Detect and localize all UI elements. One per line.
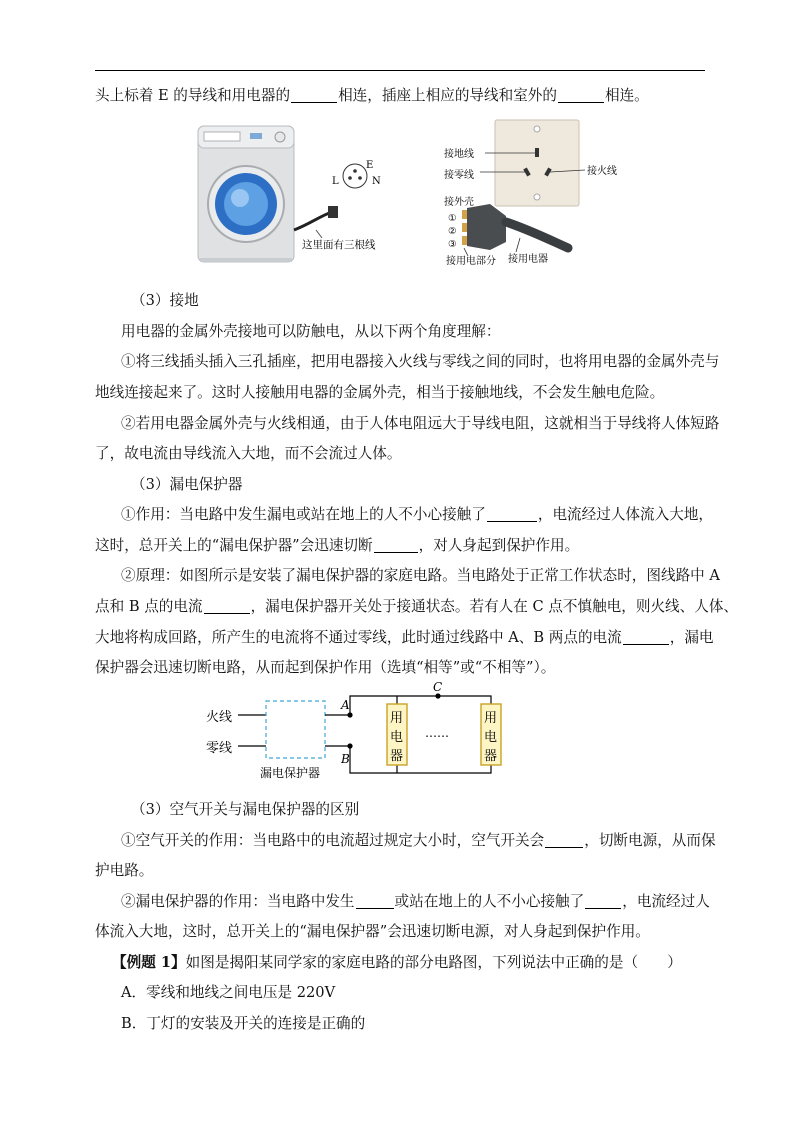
- rcd-box: [266, 701, 325, 758]
- grounding-p2-line1: ②若用电器金属外壳与火线相通，由于人体电阻远大于导线电阻，这就相当于导线将人体短路: [121, 415, 720, 432]
- socket-live-label: 接火线: [587, 166, 617, 177]
- point-a-label: A: [341, 698, 350, 712]
- grounding-intro: 用电器的金属外壳接地可以防触电，从以下两个角度理解：: [121, 323, 501, 340]
- answer-blank: [291, 88, 337, 103]
- plug-pin-2: ②: [448, 226, 457, 237]
- rcd-label: 漏电保护器: [260, 766, 321, 780]
- svg-text:器: 器: [390, 749, 404, 764]
- rcd-principle-line1: ②原理：如图所示是安装了漏电保护器的家庭电路。当电路处于正常工作状态时，图线路中 A: [121, 567, 720, 584]
- rcd-principle-line4: 保护器会迅速切断电路，从而起到保护作用（选填“相等”或“不相等”）。: [95, 659, 556, 676]
- plug-appliance-label: 接用电器: [508, 254, 548, 265]
- svg-text:电: 电: [484, 730, 498, 745]
- rcd-function-line2: 这时，总开关上的“漏电保护器”会迅速切断 ，对人身起到保护作用。: [95, 537, 580, 554]
- top-line: 头上标着 E 的导线和用电器的 相连，插座上相应的导线和室外的 相连。: [95, 87, 649, 104]
- rcd-function-line1: ①作用：当电路中发生漏电或站在地上的人不小心接触了 ，电流经过人体流入大地，: [121, 506, 713, 523]
- svg-text:用: 用: [484, 711, 498, 726]
- option-a: A．零线和地线之间电压是 220V: [121, 984, 336, 1001]
- washing-machine-image: [198, 126, 294, 262]
- grounding-p2-line2: 了，故电流由导线流入大地，而不会流过人体。: [95, 445, 402, 462]
- diff-air-switch-line2: 护电路。: [95, 862, 154, 879]
- diff-rcd-line1: ②漏电保护器的作用：当电路中发生 或站在地上的人不小心接触了 ，电流经过人: [121, 893, 710, 910]
- plug-shell-label: 接外壳: [444, 197, 474, 208]
- point-b-label: B: [341, 752, 350, 766]
- grounding-p1-line1: ①将三线插头插入三孔插座，把用电器接入火线与零线之间的同时，也将用电器的金属外壳与: [121, 353, 720, 370]
- svg-text:器: 器: [484, 749, 498, 764]
- label-e: E: [366, 160, 374, 171]
- diff-rcd-line2: 体流入大地，这时，总开关上的“漏电保护器”会迅速切断电源，对人身起到保护作用。: [95, 923, 650, 940]
- option-b: B．丁灯的安装及开关的连接是正确的: [121, 1015, 366, 1032]
- answer-blank: [545, 833, 583, 848]
- heading-rcd: （3）漏电保护器: [131, 476, 243, 493]
- point-c-label: C: [433, 680, 443, 694]
- socket-image: [495, 120, 579, 206]
- plug-socket-figure: [190, 112, 630, 280]
- rcd-circuit-diagram: [190, 680, 530, 790]
- socket-ground-label: 接地线: [444, 149, 474, 160]
- neutral-wire-label: 零线: [206, 741, 233, 756]
- rcd-principle-line2: 点和 B 点的电流 ，漏电保护器开关处于接通状态。若有人在 C 点不慎触电，则火线、人体、: [95, 598, 739, 615]
- plug-part-label: 接用电部分: [446, 256, 496, 267]
- answer-blank: [374, 538, 418, 553]
- heading-grounding: （3）接地: [131, 292, 199, 309]
- example-question: 【例题 1】如图是揭阳某同学家的家庭电路的部分电路图，下列说法中正确的是（ ）: [112, 954, 682, 971]
- answer-blank: [623, 630, 669, 645]
- plug-pin-3: ③: [448, 239, 457, 250]
- answer-blank: [356, 894, 394, 909]
- grounding-p1-line2: 地线连接起来了。这时人接触用电器的金属外壳，相当于接触地线，不会发生触电危险。: [95, 384, 665, 401]
- live-wire-label: 火线: [206, 710, 233, 725]
- label-n: N: [372, 176, 381, 187]
- example-tag: 【例题 1】: [112, 954, 186, 971]
- plug-pin-1: ①: [448, 213, 457, 224]
- wm-caption: 这里面有三根线: [302, 239, 376, 251]
- svg-text:电: 电: [390, 730, 404, 745]
- ellipsis: ……: [425, 726, 449, 740]
- answer-blank: [487, 507, 537, 522]
- socket-neutral-label: 接零线: [444, 170, 474, 181]
- heading-difference: （3）空气开关与漏电保护器的区别: [131, 801, 360, 818]
- answer-blank: [585, 894, 621, 909]
- plug-image: [462, 204, 568, 250]
- answer-blank: [204, 599, 250, 614]
- rcd-principle-line3: 大地将构成回路，所产生的电流将不通过零线，此时通过线路中 A、B 两点的电流 ，漏电: [95, 629, 714, 646]
- svg-text:用: 用: [390, 711, 404, 726]
- label-l: L: [332, 176, 339, 187]
- diff-air-switch-line1: ①空气开关的作用：当电路中的电流超过规定大小时，空气开关会 ，切断电源，从而保: [121, 832, 716, 849]
- answer-blank: [558, 88, 604, 103]
- header-rule: [95, 70, 705, 71]
